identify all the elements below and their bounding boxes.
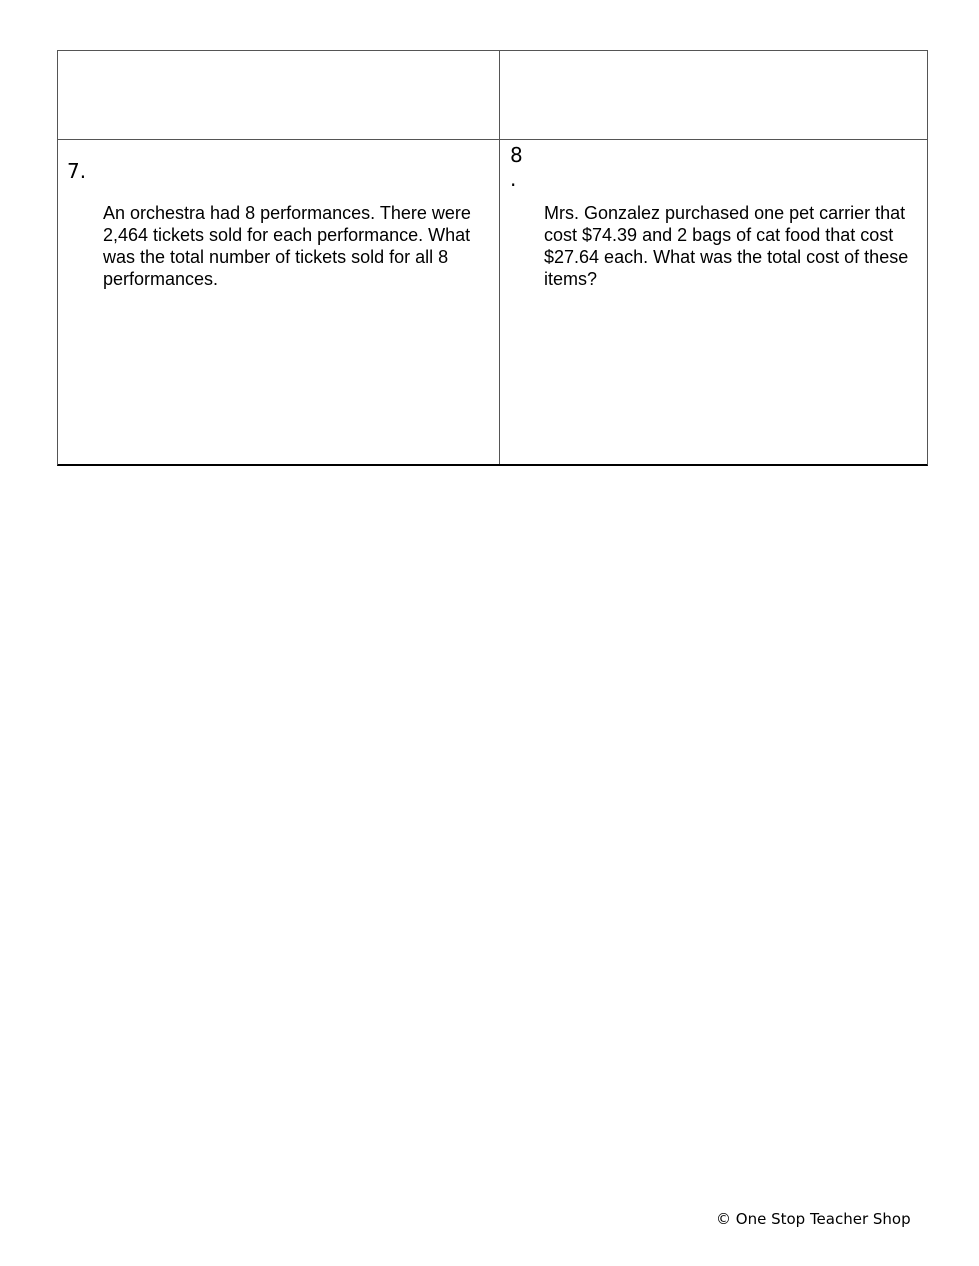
problem-8-number-digit: 8 [510, 143, 523, 167]
problem-8-text: Mrs. Gonzalez purchased one pet carrier that cost $74.39 and 2 bags of cat food that cost $27.64 each. What was the total cost of these items? [544, 203, 909, 289]
problem-7-text: An orchestra had 8 performances. There were 2,464 tickets sold for each performance. What was the total number of tickets sold for all 8 performances. [103, 203, 471, 289]
column-divider [499, 51, 500, 464]
row-divider [58, 139, 927, 140]
problem-7-number: 7. [67, 159, 87, 183]
copyright-footer: © One Stop Teacher Shop [716, 1210, 911, 1228]
problem-8-number-dot: . [510, 167, 517, 191]
problem-8-number [510, 143, 523, 191]
